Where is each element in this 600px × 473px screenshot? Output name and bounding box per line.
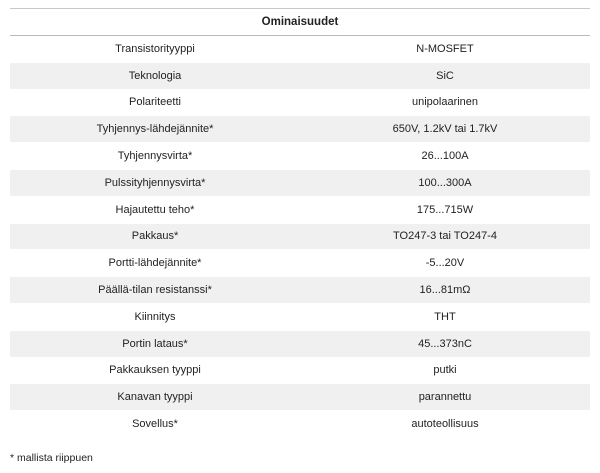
specifications-table	[10, 8, 590, 438]
table-row	[10, 330, 590, 357]
table-body	[10, 36, 590, 438]
property-cell: Päällä-tilan resistanssi*	[10, 277, 300, 304]
table-row	[10, 196, 590, 223]
value-cell: TO247-3 tai TO247-4	[300, 223, 590, 250]
property-cell: Pakkaus*	[10, 223, 300, 250]
value-cell: 175...715W	[300, 196, 590, 223]
property-cell: Kanavan tyyppi	[10, 384, 300, 411]
property-cell: Kiinnitys	[10, 303, 300, 330]
value-cell: 650V, 1.2kV tai 1.7kV	[300, 116, 590, 143]
property-cell: Polariteetti	[10, 89, 300, 116]
table-row	[10, 384, 590, 411]
property-cell: Tyhjennysvirta*	[10, 143, 300, 170]
property-cell: Portti-lähdejännite*	[10, 250, 300, 277]
property-cell: Pakkauksen tyyppi	[10, 357, 300, 384]
property-cell: Tyhjennys-lähdejännite*	[10, 116, 300, 143]
table-row	[10, 303, 590, 330]
table-row	[10, 116, 590, 143]
value-cell: 16...81mΩ	[300, 277, 590, 304]
value-cell: 26...100A	[300, 143, 590, 170]
value-cell: autoteollisuus	[300, 411, 590, 438]
table-header-properties: Ominaisuudet	[10, 9, 590, 36]
property-cell: Hajautettu teho*	[10, 196, 300, 223]
property-cell: Portin lataus*	[10, 330, 300, 357]
table-row	[10, 62, 590, 89]
table-row	[10, 411, 590, 438]
table-row	[10, 250, 590, 277]
property-cell: Pulssityhjennysvirta*	[10, 169, 300, 196]
property-cell: Teknologia	[10, 62, 300, 89]
table-row	[10, 143, 590, 170]
value-cell: 45...373nC	[300, 330, 590, 357]
value-cell: -5...20V	[300, 250, 590, 277]
property-cell: Transistorityyppi	[10, 36, 300, 63]
table-row	[10, 36, 590, 63]
value-cell: putki	[300, 357, 590, 384]
table-row	[10, 277, 590, 304]
value-cell: parannettu	[300, 384, 590, 411]
specifications-table-container	[10, 8, 590, 438]
table-row	[10, 357, 590, 384]
property-cell: Sovellus*	[10, 411, 300, 438]
table-header-row	[10, 9, 590, 36]
value-cell: N-MOSFET	[300, 36, 590, 63]
value-cell: SiC	[300, 62, 590, 89]
table-row	[10, 89, 590, 116]
value-cell: unipolaarinen	[300, 89, 590, 116]
table-row	[10, 169, 590, 196]
value-cell: THT	[300, 303, 590, 330]
value-cell: 100...300A	[300, 169, 590, 196]
footnote: * mallista riippuen	[10, 452, 93, 464]
table-row	[10, 223, 590, 250]
